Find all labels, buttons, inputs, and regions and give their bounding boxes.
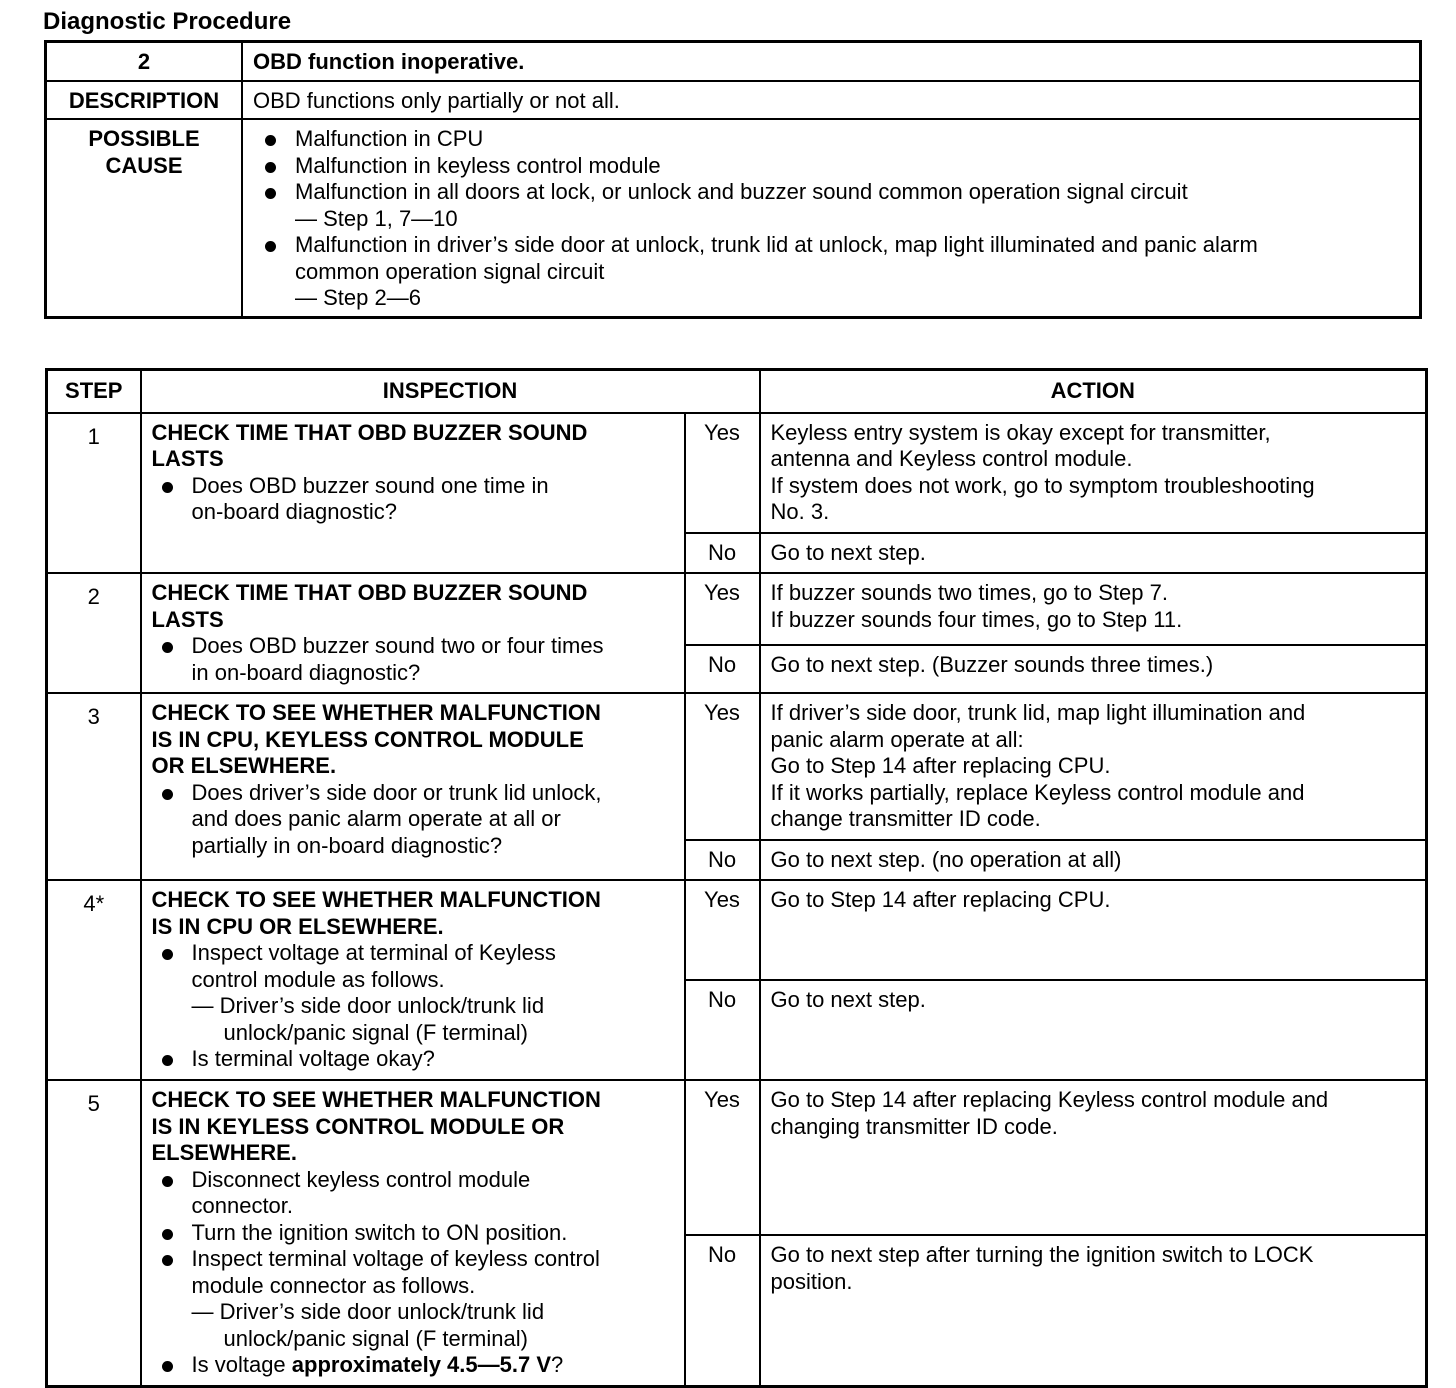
- column-header-action: ACTION: [760, 370, 1427, 413]
- table-row: [47, 880, 1427, 980]
- no-label: No: [685, 980, 760, 1080]
- cause-item: Malfunction in driver’s side door at unlock, trunk lid at unlock, map light illuminated and panic alarm common operation signal circuit — Step 2—6: [263, 232, 1409, 312]
- no-action: Go to next step. (Buzzer sounds three times.): [760, 645, 1427, 693]
- inspection-cell: CHECK TO SEE WHETHER MALFUNCTION IS IN CPU, KEYLESS CONTROL MODULE OR ELSEWHERE. Does driver’s side door or trunk lid unlock, and does panic alarm operate at all or partially in on-board diagnostic?: [141, 693, 685, 880]
- table-row: [47, 413, 1427, 533]
- yes-label: Yes: [685, 880, 760, 980]
- inspection-cell: CHECK TIME THAT OBD BUZZER SOUND LASTS Does OBD buzzer sound one time in on-board diagnostic?: [141, 413, 685, 574]
- column-header-step: STEP: [47, 370, 141, 413]
- yes-label: Yes: [685, 693, 760, 840]
- inspection-bullet: Inspect voltage at terminal of Keyless control module as follows.: [160, 940, 674, 993]
- yes-action: If driver’s side door, trunk lid, map light illumination and panic alarm operate at all: Go to Step 14 after replacing CPU. If it works partially, replace Keyless control module and change transmitter ID code.: [760, 693, 1427, 840]
- no-action: Go to next step.: [760, 980, 1427, 1080]
- step-number: 3: [47, 693, 141, 880]
- no-action: Go to next step.: [760, 533, 1427, 574]
- page-heading: Diagnostic Procedure: [43, 8, 292, 35]
- yes-action: If buzzer sounds two times, go to Step 7. If buzzer sounds four times, go to Step 11.: [760, 573, 1427, 645]
- yes-action: Go to Step 14 after replacing Keyless control module and changing transmitter ID code.: [760, 1080, 1427, 1235]
- inspection-subitem: unlock/panic signal (F terminal): [223, 1019, 528, 1045]
- no-label: No: [685, 840, 760, 881]
- inspection-subitem: — Driver’s side door unlock/trunk lid: [191, 1299, 545, 1324]
- cause-item: Malfunction in all doors at lock, or unlock and buzzer sound common operation signal circuit — Step 1, 7—10: [263, 179, 1409, 232]
- no-label: No: [685, 533, 760, 574]
- procedure-title: OBD function inoperative.: [242, 42, 1421, 81]
- inspection-table: [45, 368, 1428, 1388]
- no-action: Go to next step after turning the ignition switch to LOCK position.: [760, 1235, 1427, 1386]
- table-row: [47, 1080, 1427, 1235]
- cause-item: Malfunction in keyless control module: [263, 153, 1409, 180]
- possible-cause-label: [46, 119, 243, 317]
- inspection-subitem: unlock/panic signal (F terminal): [223, 1325, 528, 1351]
- possible-cause-list: [242, 119, 1421, 317]
- inspection-bullet: Disconnect keyless control module connector.: [160, 1167, 674, 1220]
- inspection-bullet: Does OBD buzzer sound two or four times in on-board diagnostic?: [160, 633, 674, 686]
- inspection-bullet: Is voltage approximately 4.5—5.7 V?: [160, 1352, 674, 1379]
- inspection-bullet: Does OBD buzzer sound one time in on-board diagnostic?: [160, 473, 674, 526]
- inspection-cell: CHECK TO SEE WHETHER MALFUNCTION IS IN CPU OR ELSEWHERE. Inspect voltage at terminal of Keyless control module as follows. — Driver’s side door unlock/trunk lid unlock/panic signal (F terminal) Is terminal voltage okay?: [141, 880, 685, 1080]
- inspection-cell: CHECK TIME THAT OBD BUZZER SOUND LASTS Does OBD buzzer sound two or four times in on-board diagnostic?: [141, 573, 685, 693]
- inspection-bullet: Inspect terminal voltage of keyless control module connector as follows.: [160, 1246, 674, 1299]
- yes-action: Keyless entry system is okay except for transmitter, antenna and Keyless control module. If system does not work, go to symptom troubleshooting No. 3.: [760, 413, 1427, 533]
- column-header-inspection: INSPECTION: [141, 370, 760, 413]
- step-number: 5: [47, 1080, 141, 1386]
- no-action: Go to next step. (no operation at all): [760, 840, 1427, 881]
- procedure-number: 2: [46, 42, 243, 81]
- description-text: OBD functions only partially or not all.: [242, 81, 1421, 120]
- possible-cause-label-line1: POSSIBLE: [88, 126, 200, 151]
- possible-cause-label-line2: CAUSE: [105, 152, 183, 178]
- step-number: 2: [47, 573, 141, 693]
- inspection-subitem: — Driver’s side door unlock/trunk lid: [191, 993, 545, 1018]
- description-label: DESCRIPTION: [46, 81, 243, 120]
- inspection-bullet: Does driver’s side door or trunk lid unlock, and does panic alarm operate at all or partially in on-board diagnostic?: [160, 780, 674, 860]
- inspection-cell: CHECK TO SEE WHETHER MALFUNCTION IS IN KEYLESS CONTROL MODULE OR ELSEWHERE. Disconnect keyless control module connector. Turn the ignition switch to ON position. Inspect terminal voltage of keyless control module connector as follows. — Driver’s side door unlock/trunk lid unlock/panic signal (F terminal) Is voltage approximately 4.5—5.7 V?: [141, 1080, 685, 1386]
- table-row: [47, 693, 1427, 840]
- cause-item: Malfunction in CPU: [263, 126, 1409, 153]
- step-number: 1: [47, 413, 141, 574]
- yes-action: Go to Step 14 after replacing CPU.: [760, 880, 1427, 980]
- no-label: No: [685, 1235, 760, 1386]
- yes-label: Yes: [685, 413, 760, 533]
- summary-table: [44, 40, 1422, 319]
- no-label: No: [685, 645, 760, 693]
- yes-label: Yes: [685, 573, 760, 645]
- inspection-bullet: Turn the ignition switch to ON position.: [160, 1220, 674, 1247]
- inspection-bullet: Is terminal voltage okay?: [160, 1046, 674, 1073]
- step-number: 4*: [47, 880, 141, 1080]
- yes-label: Yes: [685, 1080, 760, 1235]
- table-row: [47, 573, 1427, 645]
